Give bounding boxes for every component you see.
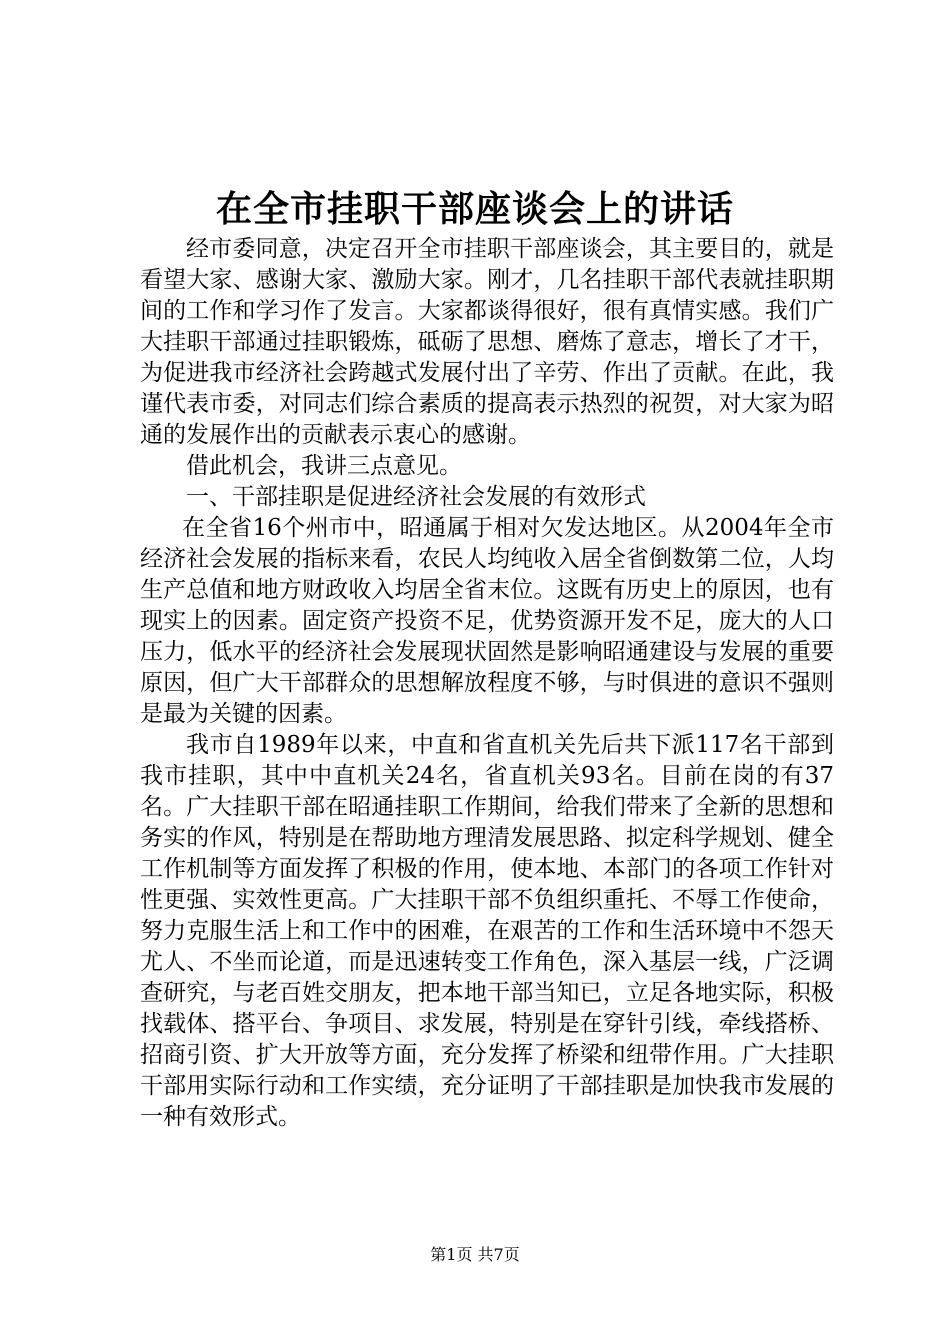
paragraph-intro: 经市委同意，决定召开全市挂职干部座谈会，其主要目的，就是看望大家、感谢大家、激励大家。刚才，几名挂职干部代表就挂职期间的工作和学习作了发言。大家都谈得很好，很有真情实感。我们广大挂职干部通过挂职锻炼，砥砺了思想、磨炼了意志，增长了才干，为促进我市经济社会跨越式发展付出了辛劳、作出了贡献。在此，我谨代表市委，对同志们综合素质的提高表示热烈的祝贺，对大家为昭通的发展作出的贡献表示衷心的感谢。 [140, 236, 834, 448]
document-title: 在全市挂职干部座谈会上的讲话 [215, 188, 734, 230]
paragraph-three-points: 借此机会，我讲三点意见。 [186, 453, 462, 479]
section-heading-1: 一、干部挂职是促进经济社会发展的有效形式 [186, 484, 646, 510]
page-indicator: 第1页 共7页 [430, 1245, 520, 1264]
paragraph-cadre-contribution: 我市自1989年以来，中直和省直机关先后共下派117名干部到我市挂职，其中中直机关24名，省直机关93名。目前在岗的有37名。广大挂职干部在昭通挂职工作期间，给我们带来了全新的思想和务实的作风，特别是在帮助地方理清发展思路、拟定科学规划、健全工作机制等方面发挥了积极的作用，使本地、本部门的各项工作针对性更强、实效性更高。广大挂职干部不负组织重托、不辱工作使命，努力克服生活上和工作中的困难，在艰苦的工作和生活环境中不怨天尤人、不坐而论道，而是迅速转变工作角色，深入基层一线，广泛调查研究，与老百姓交朋友，把本地干部当知已，立足各地实际，积极找载体、搭平台、争项目、求发展，特别是在穿针引线，牵线搭桥、招商引资、扩大开放等方面，充分发挥了桥梁和纽带作用。广大挂职干部用实际行动和工作实绩，充分证明了干部挂职是加快我市发展的一种有效形式。 [140, 732, 834, 1130]
document-body [140, 234, 834, 1133]
paragraph-zhaotong-status: 在全省16个州市中，昭通属于相对欠发达地区。从2004年全市经济社会发展的指标来看，农民人均纯收入居全省倒数第二位，人均生产总值和地方财政收入均居全省末位。这既有历史上的原因，也有现实上的因素。固定资产投资不足，优势资源开发不足，庞大的人口压力，低水平的经济社会发展现状固然是影响昭通建设与发展的重要原因，但广大干部群众的思想解放程度不够，与时俱进的意识不强则是最为关键的因素。 [140, 515, 834, 727]
